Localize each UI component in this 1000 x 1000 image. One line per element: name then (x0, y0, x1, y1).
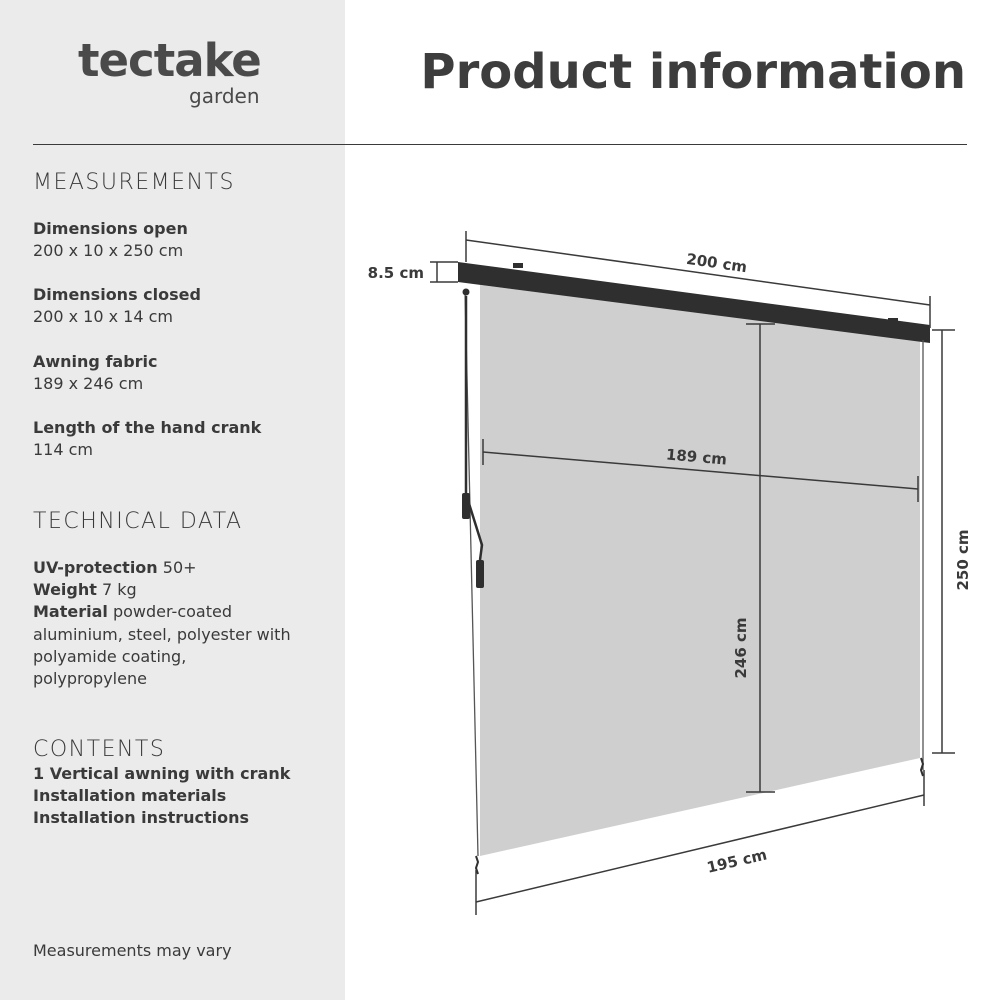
measurements-note: Measurements may vary (33, 941, 232, 960)
material-value-line-4: polypropylene (33, 669, 147, 688)
dimensions-closed-label: Dimensions closed (33, 285, 201, 304)
bottom-fixing-right (921, 758, 923, 776)
page-title: Product information (420, 44, 966, 100)
hand-crank-handle (476, 560, 484, 588)
brand-subline: garden (189, 84, 260, 108)
dimension-cassette-height (430, 262, 458, 282)
cassette-bracket-right (888, 318, 898, 323)
material-value-line-2: aluminium, steel, polyester with (33, 625, 291, 644)
material-value-line-3: polyamide coating, (33, 647, 187, 666)
measurements-heading: MEASUREMENTS (33, 170, 235, 195)
weight-value: 7 kg (102, 580, 137, 599)
contents-item-2: Installation materials (33, 786, 227, 805)
contents-item-3: Installation instructions (33, 808, 250, 827)
hand-crank-length-label: Length of the hand crank (33, 418, 262, 437)
dimension-total-height-label: 250 cm (954, 529, 972, 591)
crank-mount (463, 289, 470, 296)
material-value-line-1: powder-coated (112, 602, 232, 621)
cassette-bracket-left (513, 263, 523, 268)
uv-protection-label: UV-protection (33, 558, 158, 577)
awning-fabric-value: 189 x 246 cm (33, 374, 144, 393)
hand-crank-length-value: 114 cm (33, 440, 94, 459)
dimension-bottom-width-label: 195 cm (705, 845, 769, 877)
hand-crank-joint (462, 493, 470, 519)
dimension-fabric-width-label: 189 cm (665, 445, 728, 469)
brand-logo: tectake (78, 34, 261, 87)
contents-heading: CONTENTS (33, 737, 166, 762)
awning-fabric-label: Awning fabric (33, 352, 158, 371)
dimension-total-height (932, 330, 955, 753)
technical-data-heading: TECHNICAL DATA (33, 509, 243, 534)
dimensions-closed-value: 200 x 10 x 14 cm (33, 307, 174, 326)
dimension-fabric-height-label: 246 cm (732, 617, 750, 679)
material-label: Material (33, 602, 108, 621)
dimensions-open-label: Dimensions open (33, 219, 188, 238)
dimensions-open-value: 200 x 10 x 250 cm (33, 241, 184, 260)
awning-fabric-panel (480, 285, 920, 856)
contents-item-1: 1 Vertical awning with crank (33, 764, 291, 783)
weight-label: Weight (33, 580, 97, 599)
dimension-width-top-label: 200 cm (685, 249, 749, 277)
dimension-cassette-height-label: 8.5 cm (367, 264, 424, 282)
uv-protection-value: 50+ (162, 558, 197, 577)
